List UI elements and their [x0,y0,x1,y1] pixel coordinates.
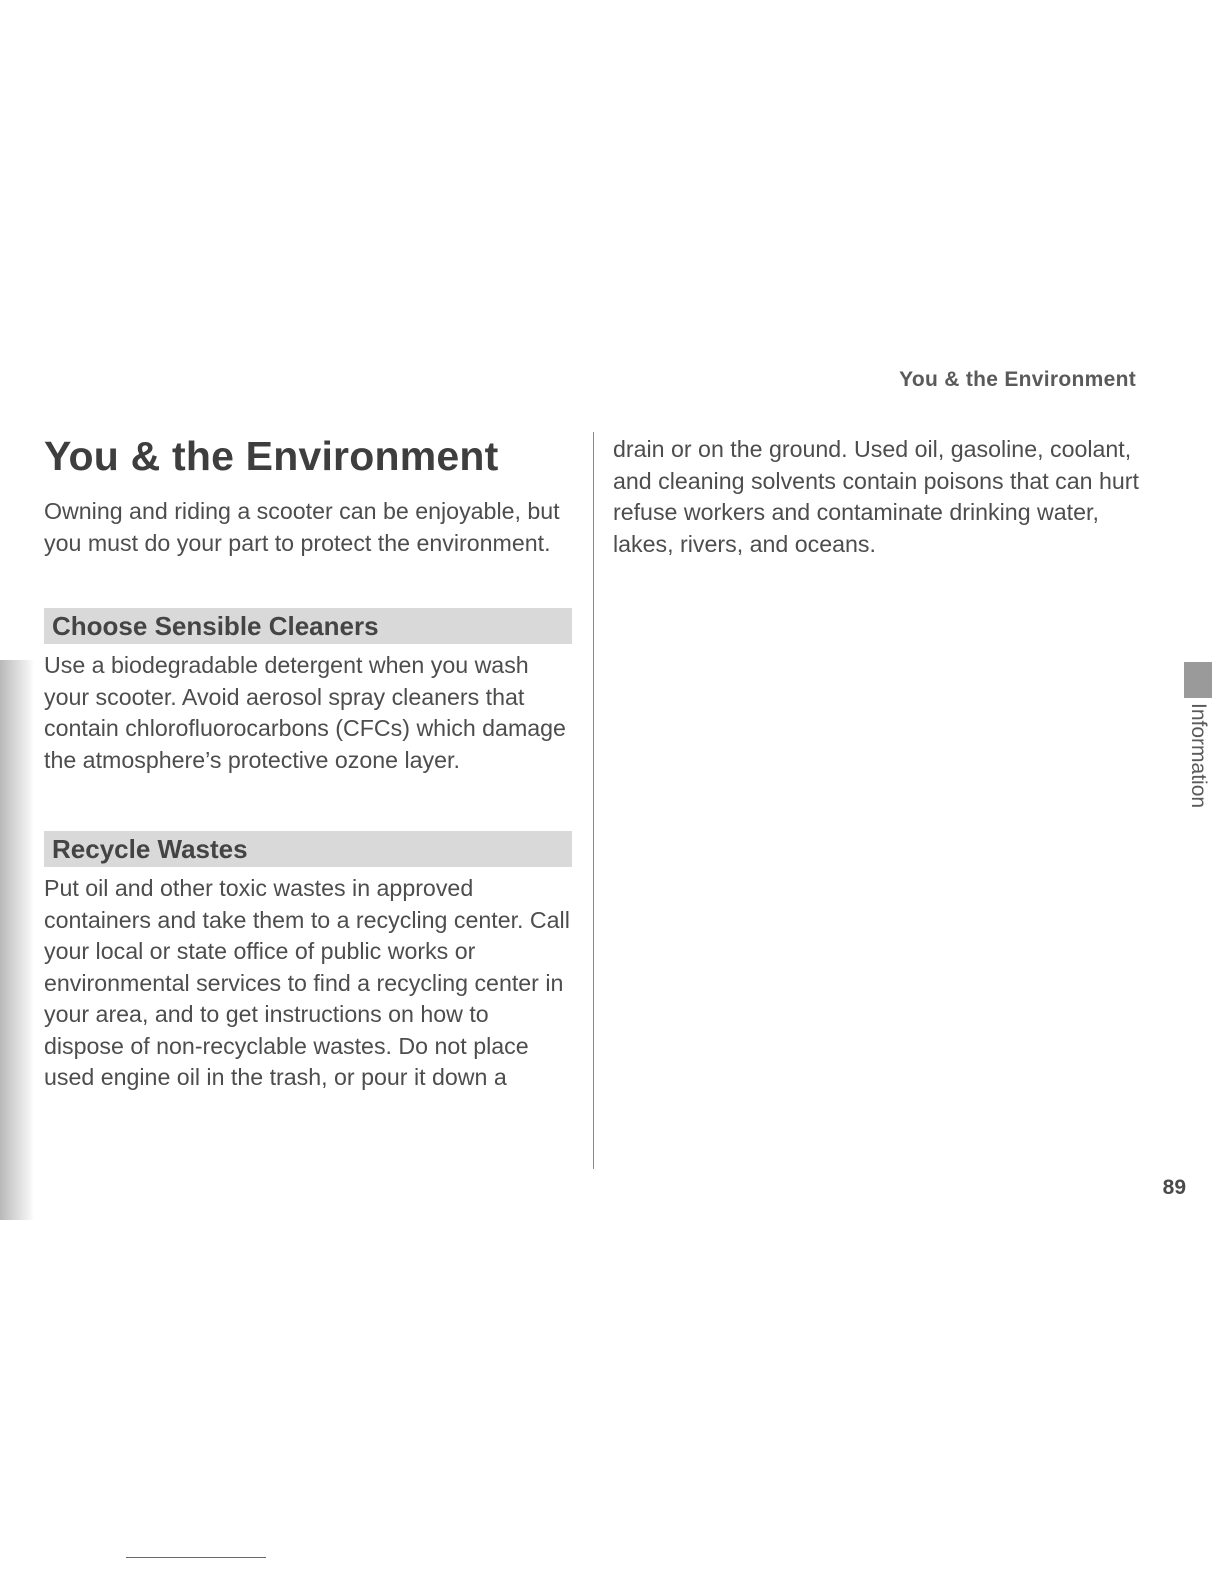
footer-rule [126,1557,266,1558]
section-body-cleaners: Use a biodegradable detergent when you wash your scooter. Avoid aerosol spray cleaners that contain chlorofluorocarbons (CFCs) which damage the atmosphere’s protective ozone layer. [44,652,566,773]
section-body-recycle: Put oil and other toxic wastes in approved containers and take them to a recycling center. Call your local or state office of public works or environmental services to find a recycling center in your area, and to get instructions on how to dispose of non-recyclable wastes. Do not place used engine oil in the trash, or pour it down a [44,875,570,1090]
section-heading-recycle: Recycle Wastes [44,831,572,867]
page-title: You & the Environment [44,433,499,479]
page-edge-shadow [0,660,34,1220]
section-tab-label: Information [1187,703,1210,809]
section-tab-marker [1184,662,1212,698]
left-column [44,430,572,1094]
section-heading-cleaners: Choose Sensible Cleaners [44,608,572,644]
continued-paragraph: drain or on the ground. Used oil, gasoline, coolant, and cleaning solvents contain poisons that can hurt refuse workers and contaminate drinking water, lakes, rivers, and oceans. [613,436,1139,557]
running-header: You & the Environment [899,368,1136,391]
column-divider [593,432,594,1169]
right-column [613,434,1143,560]
page-number: 89 [1162,1176,1186,1199]
intro-paragraph: Owning and riding a scooter can be enjoyable, but you must do your part to protect the environment. [44,498,560,556]
